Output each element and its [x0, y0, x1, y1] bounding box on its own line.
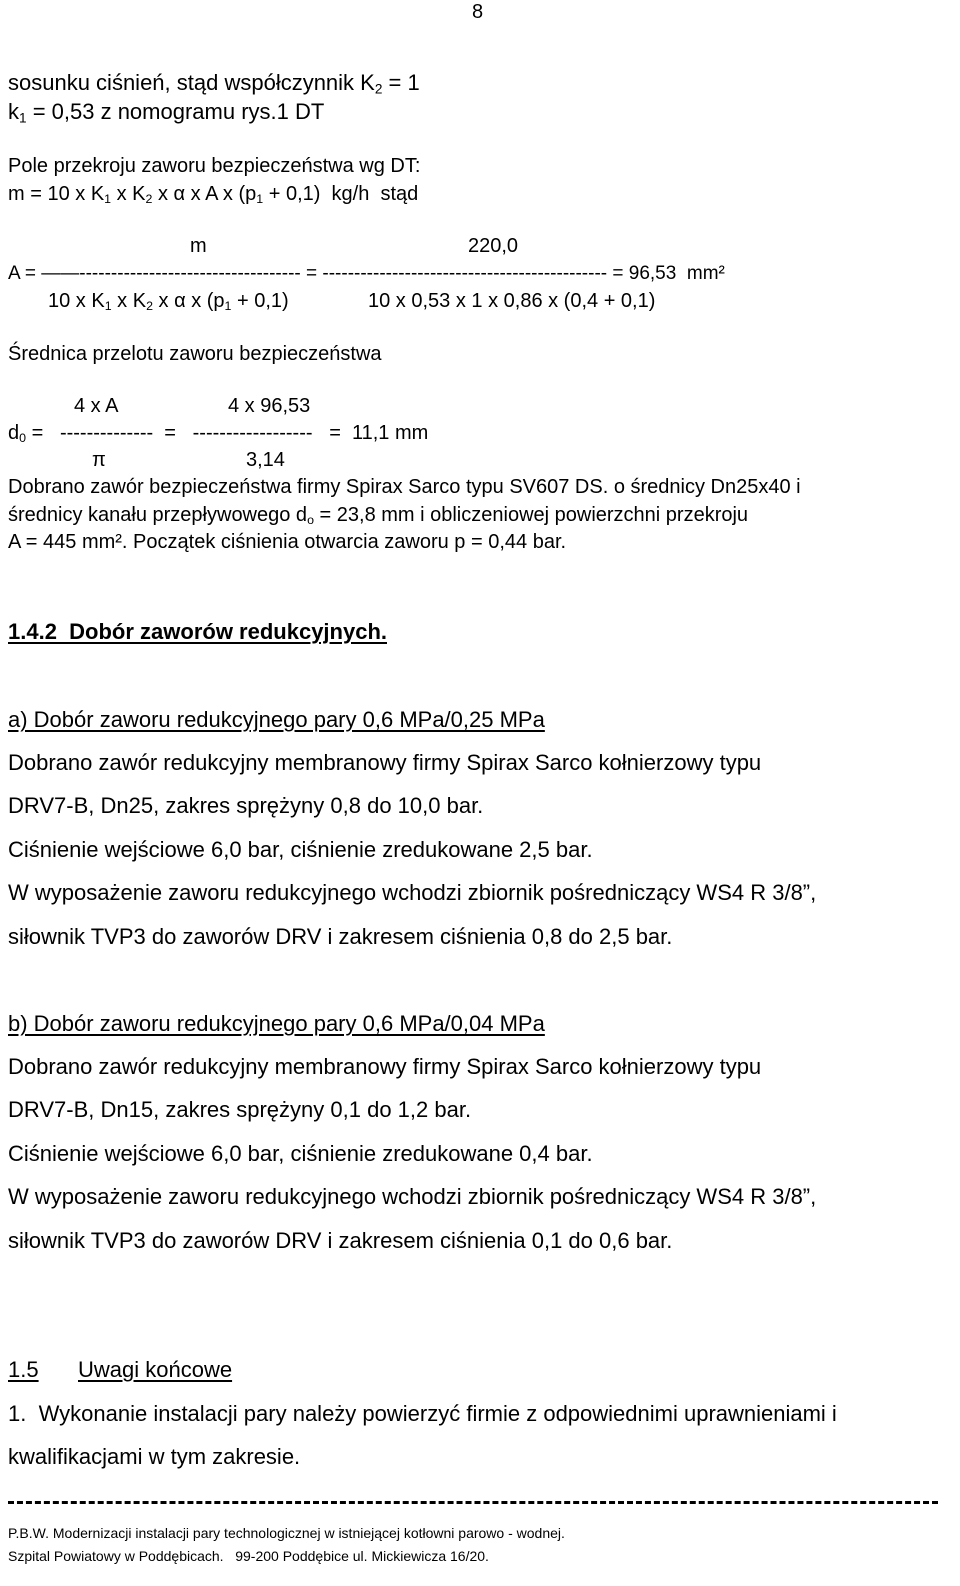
reducer-a-line-3: Ciśnienie wejściowe 6,0 bar, ciśnienie zredukowane 2,5 bar.	[8, 837, 593, 862]
remarks-item-1: 1. Wykonanie instalacji pary należy powierzyć firmie z odpowiednimi uprawnieniami i	[8, 1401, 837, 1426]
reducer-b-title: b) Dobór zaworu redukcyjnego pary 0,6 MPa/0,04 MPa	[8, 1011, 545, 1036]
reducer-b-line-4: W wyposażenie zaworu redukcyjnego wchodzi zbiornik pośredniczący WS4 R 3/8”,	[8, 1184, 817, 1209]
reducer-a-title: a) Dobór zaworu redukcyjnego pary 0,6 MPa/0,25 MPa	[8, 707, 545, 732]
footer-line-2: Szpital Powiatowy w Poddębicach. 99-200 Poddębice ul. Mickiewicza 16/20.	[8, 1548, 489, 1564]
fraction-1-denominator: 10 x $K_1$ x $K_2$ x α x $(p_1 + 0,1)$	[48, 290, 289, 314]
intro-line-2: $k_1 = 0,53$ z nomogramu rys.1 DT	[8, 99, 325, 126]
reducer-a-line-5: siłownik TVP3 do zaworów DRV i zakresem ciśnienia 0,8 do 2,5 bar.	[8, 924, 673, 949]
reducer-a-line-4: W wyposażenie zaworu redukcyjnego wchodzi zbiornik pośredniczący WS4 R 3/8”,	[8, 880, 817, 905]
reducer-b-line-3: Ciśnienie wejściowe 6,0 bar, ciśnienie zredukowane 0,4 bar.	[8, 1141, 593, 1166]
fraction-2-denominator: 10 x 0,53 x 1 x 0,86 x (0,4 + 0,1)	[368, 290, 656, 312]
diameter-denominator-2: 3,14	[246, 449, 285, 471]
safety-valve-para-2: średnicy kanału przepływowego $d_o = 23,8$ mm i obliczeniowej powierzchni przekroju	[8, 504, 749, 528]
reducer-a-line-2: DRV7-B, Dn25, zakres sprężyny 0,8 do 10,0 bar.	[8, 793, 484, 818]
fraction-1-numerator: m	[190, 235, 207, 257]
intro-line-1: sosunku ciśnień, stąd współczynnik $K_2 = 1$	[8, 70, 420, 97]
safety-valve-para-1: Dobrano zawór bezpieczeństwa firmy Spirax Sarco typu SV607 DS. o średnicy Dn25x40 i	[8, 476, 801, 498]
diameter-denominator-1: π	[92, 449, 106, 471]
remarks-title: Uwagi końcowe	[78, 1357, 233, 1382]
area-heading: Pole przekroju zaworu bezpieczeństwa wg DT:	[8, 155, 421, 177]
diameter-heading: Średnica przelotu zaworu bezpieczeństwa	[8, 343, 382, 365]
footer-dashed-rule	[8, 1501, 938, 1504]
reducers-heading: 1.4.2 Dobór zaworów redukcyjnych.	[8, 619, 387, 644]
reducer-b-line-1: Dobrano zawór redukcyjny membranowy firmy Spirax Sarco kołnierzowy typu	[8, 1054, 762, 1079]
fraction-2-numerator: 220,0	[468, 235, 519, 257]
diameter-numerator-1: 4 x A	[74, 395, 119, 417]
page-number: 8	[472, 1, 484, 23]
reducer-b-line-5: siłownik TVP3 do zaworów DRV i zakresem ciśnienia 0,1 do 0,6 bar.	[8, 1228, 673, 1253]
remarks-number: 1.5	[8, 1357, 39, 1382]
safety-valve-para-3: A = 445 mm². Początek ciśnienia otwarcia zaworu p = 0,44 bar.	[8, 531, 567, 553]
diameter-equation-line: $d_0$ = -------------- = ------------------ = 11,1 mm	[8, 422, 429, 446]
mass-flow-formula: m = 10 x $K_1$ x $K_2$ x α x A x $(p_1 + 0,1)$ kg/h stąd	[8, 183, 419, 207]
remarks-item-1-cont: kwalifikacjami w tym zakresie.	[8, 1444, 301, 1469]
diameter-numerator-2: 4 x 96,53	[228, 395, 311, 417]
reducer-b-line-2: DRV7-B, Dn15, zakres sprężyny 0,1 do 1,2 bar.	[8, 1097, 472, 1122]
area-equation-line: A = ——----------------------------------- = --------------------------------------------- = 96,53 mm²	[8, 263, 725, 284]
reducer-a-line-1: Dobrano zawór redukcyjny membranowy firmy Spirax Sarco kołnierzowy typu	[8, 750, 762, 775]
footer-line-1: P.B.W. Modernizacji instalacji pary technologicznej w istniejącej kotłowni parowo - wodnej.	[8, 1525, 565, 1541]
